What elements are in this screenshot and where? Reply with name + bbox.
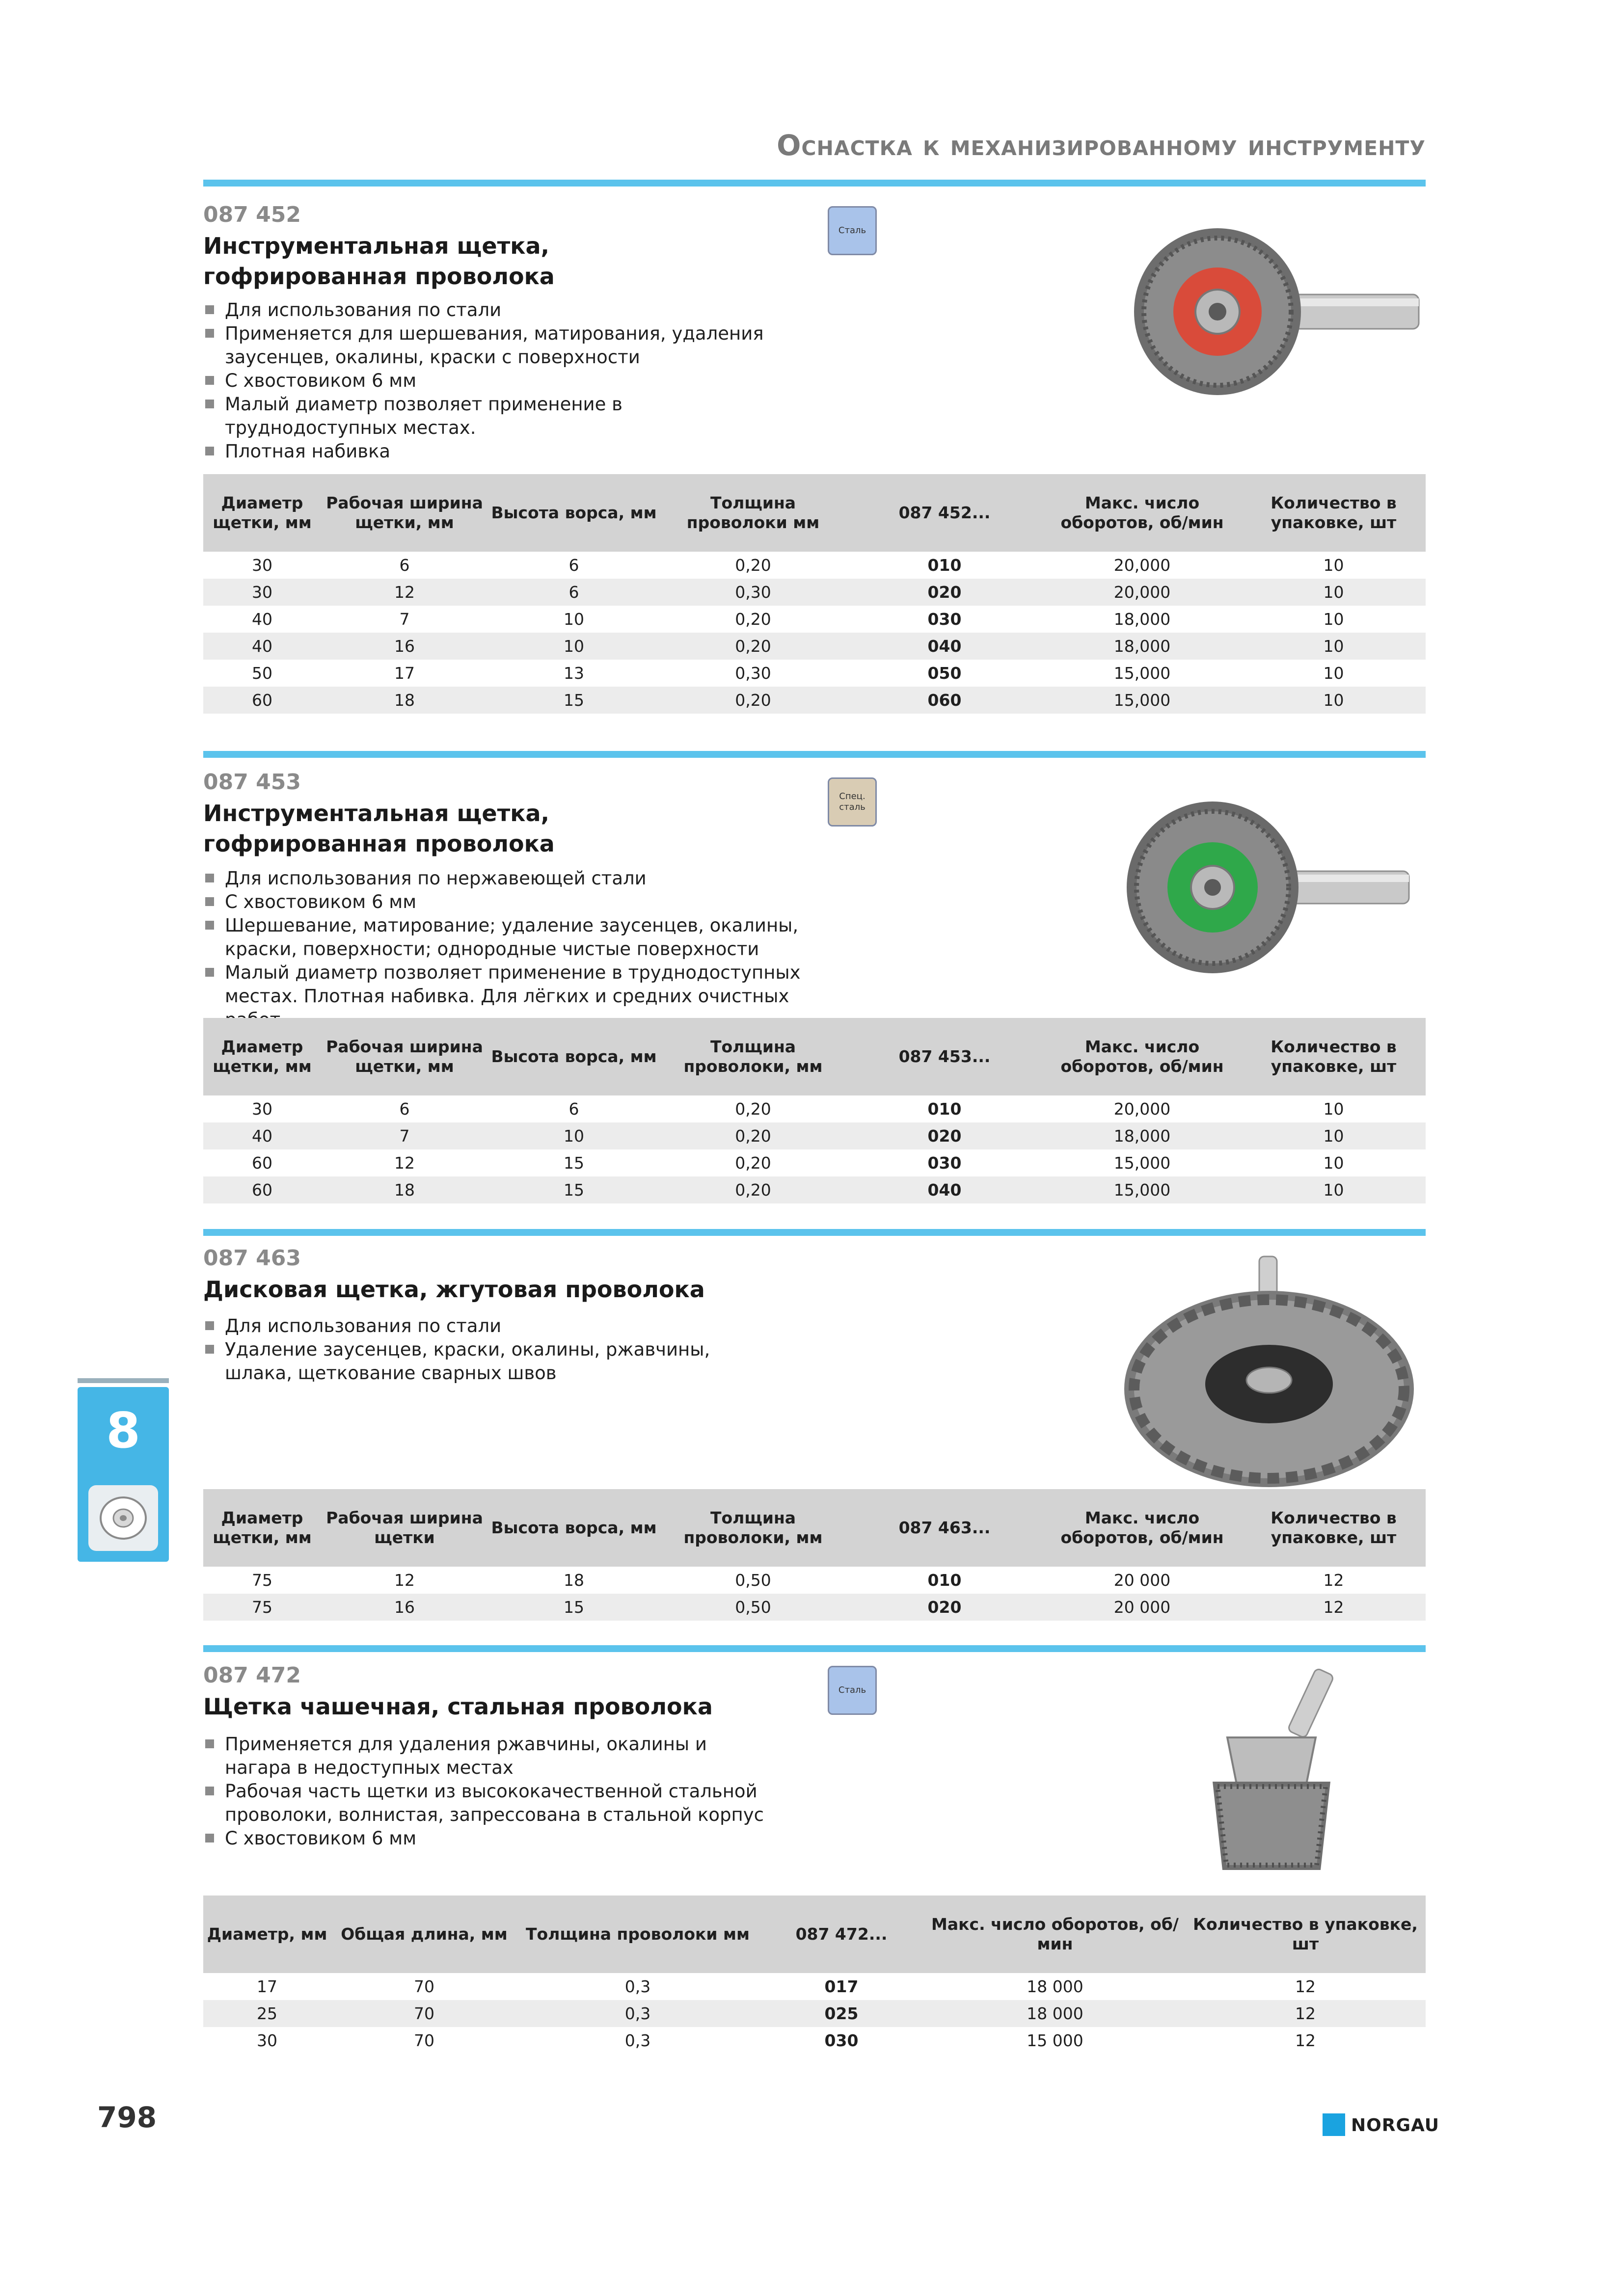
- column-header: Толщина проволоки мм: [517, 1896, 758, 1973]
- column-header: 087 472...: [758, 1896, 925, 1973]
- column-header: Диаметр, мм: [203, 1896, 331, 1973]
- material-badge: Спец. сталь: [828, 777, 877, 827]
- table-row: 30 6 6 0,20 010 20,000 10: [252, 1099, 1344, 1119]
- chapter-tab: [78, 1387, 169, 1562]
- table-row: 40 16 10 0,20 040 18,000 10: [203, 633, 1426, 660]
- column-header: Общая длина, мм: [331, 1896, 517, 1973]
- feature-item: С хвостовиком 6 мм: [203, 890, 812, 914]
- feature-list: [203, 298, 792, 463]
- feature-list: [203, 1314, 743, 1385]
- product-code: 087 463: [203, 1246, 301, 1271]
- product-title: Щетка чашечная, стальная проволока: [203, 1693, 713, 1720]
- column-header: Высота ворса, мм: [488, 474, 660, 552]
- spec-table: [203, 1489, 1426, 1621]
- product-image-twisted-disc-brush: [1124, 1247, 1419, 1492]
- feature-item: Плотная набивка: [203, 440, 792, 463]
- grinding-disc-icon: [88, 1485, 158, 1551]
- section-divider: [203, 1645, 1426, 1652]
- feature-item: Рабочая часть щетки из высококачественной стальной проволоки, волнистая, запрессована в стальной корпус: [203, 1780, 768, 1827]
- table-row: 75 12 18 0,50 010 20 000 12: [252, 1571, 1344, 1590]
- feature-item: С хвостовиком 6 мм: [203, 1827, 768, 1850]
- column-header: Количество в упаковке, шт: [1242, 1489, 1426, 1567]
- section-divider: [203, 1229, 1426, 1236]
- feature-item: Применяется для шершевания, матирования, удаления заусенцев, окалины, краски с поверхности: [203, 322, 792, 369]
- feature-item: Малый диаметр позволяет применение в труднодоступных местах.: [203, 393, 792, 440]
- section-divider: [203, 180, 1426, 187]
- column-header: Диаметр щетки, мм: [203, 1489, 321, 1567]
- column-header: Рабочая ширина щетки, мм: [321, 1018, 488, 1095]
- spec-table: [203, 1018, 1426, 1203]
- table-row: 75 16 15 0,50 020 20 000 12: [203, 1594, 1426, 1621]
- product-image-cup-brush: [1154, 1664, 1389, 1890]
- brand-square-icon: [1323, 2113, 1345, 2136]
- page-number: 798: [97, 2101, 157, 2134]
- feature-item: Малый диаметр позволяет применение в труднодоступных местах. Плотная набивка. Для лёгких и средних очистных: [203, 961, 812, 1032]
- column-header: Высота ворса, мм: [488, 1489, 660, 1567]
- column-header: Диаметр щетки, мм: [203, 474, 321, 552]
- column-header: Макс. число оборотов, об/мин: [1043, 474, 1242, 552]
- material-badge: Сталь: [828, 206, 877, 255]
- column-header: 087 452...: [846, 474, 1043, 552]
- table-row: 50 17 13 0,30 050 15,000 10: [252, 664, 1344, 683]
- product-image-wire-brush-green: [1124, 780, 1429, 996]
- column-header: Количество в упаковке, шт: [1242, 1018, 1426, 1095]
- column-header: Толщина проволоки, мм: [660, 1489, 846, 1567]
- column-header: Количество в упаковке, шт: [1185, 1896, 1426, 1973]
- page-header-title: Оснастка к механизированному инструменту: [777, 129, 1426, 162]
- column-header: 087 453...: [846, 1018, 1043, 1095]
- feature-item: С хвостовиком 6 мм: [203, 369, 792, 393]
- table-row: 60 18 15 0,20 040 15,000 10: [203, 1176, 1426, 1203]
- table-row: 60 18 15 0,20 060 15,000 10: [203, 687, 1426, 714]
- column-header: Рабочая ширина щетки: [321, 1489, 488, 1567]
- column-header: 087 463...: [846, 1489, 1043, 1567]
- product-code: 087 472: [203, 1663, 301, 1688]
- column-header: Толщина проволоки, мм: [660, 1018, 846, 1095]
- feature-list: [203, 1733, 768, 1850]
- table-row: 60 12 15 0,20 030 15,000 10: [252, 1153, 1344, 1173]
- table-row: 40 7 10 0,20 030 18,000 10: [252, 610, 1344, 629]
- column-header: Макс. число оборотов, об/мин: [925, 1896, 1185, 1973]
- chapter-tab-bar: [78, 1378, 169, 1383]
- table-row: 17 70 0,3 017 18 000 12: [257, 1977, 1316, 1996]
- brand-name: NORGAU: [1351, 2115, 1439, 2136]
- column-header: Рабочая ширина щетки, мм: [321, 474, 488, 552]
- product-image-wire-brush-red: [1129, 216, 1434, 412]
- feature-item: Шершевание, матирование; удаление заусенцев, окалины, краски, поверхности; однородные чистые поверхности: [203, 914, 812, 961]
- feature-item: Для использования по нержавеющей стали: [203, 867, 812, 890]
- material-badge: Сталь: [828, 1666, 877, 1715]
- product-title: Инструментальная щетка, гофрированная проволока: [203, 800, 555, 857]
- feature-item: Применяется для удаления ржавчины, окалины и нагара в недоступных местах: [203, 1733, 768, 1780]
- column-header: Количество в упаковке, шт: [1242, 474, 1426, 552]
- spec-table: [203, 1896, 1426, 2054]
- table-row: 30 70 0,3 030 15 000 12: [257, 2031, 1316, 2050]
- column-header: Диаметр щетки, мм: [203, 1018, 321, 1095]
- product-code: 087 453: [203, 770, 301, 795]
- section-divider: [203, 751, 1426, 758]
- table-row: 40 7 10 0,20 020 18,000 10: [203, 1122, 1426, 1149]
- column-header: Макс. число оборотов, об/мин: [1043, 1018, 1242, 1095]
- table-row: 30 6 6 0,20 010 20,000 10: [252, 556, 1344, 575]
- feature-item: Для использования по стали: [203, 298, 792, 322]
- product-title: Дисковая щетка, жгутовая проволока: [203, 1276, 705, 1303]
- table-row: 30 12 6 0,30 020 20,000 10: [203, 579, 1426, 606]
- spec-table: [203, 474, 1426, 714]
- product-code: 087 452: [203, 202, 301, 227]
- column-header: Высота ворса, мм: [488, 1018, 660, 1095]
- feature-list: [203, 867, 812, 1032]
- product-title: Инструментальная щетка, гофрированная проволока: [203, 233, 555, 290]
- table-row: 25 70 0,3 025 18 000 12: [203, 2000, 1426, 2027]
- column-header: Макс. число оборотов, об/мин: [1043, 1489, 1242, 1567]
- feature-item: Для использования по стали: [203, 1314, 743, 1338]
- chapter-number: 8: [106, 1402, 140, 1459]
- column-header: Толщина проволоки мм: [660, 474, 846, 552]
- feature-item: Удаление заусенцев, краски, окалины, ржавчины, шлака, щеткование сварных швов: [203, 1338, 743, 1385]
